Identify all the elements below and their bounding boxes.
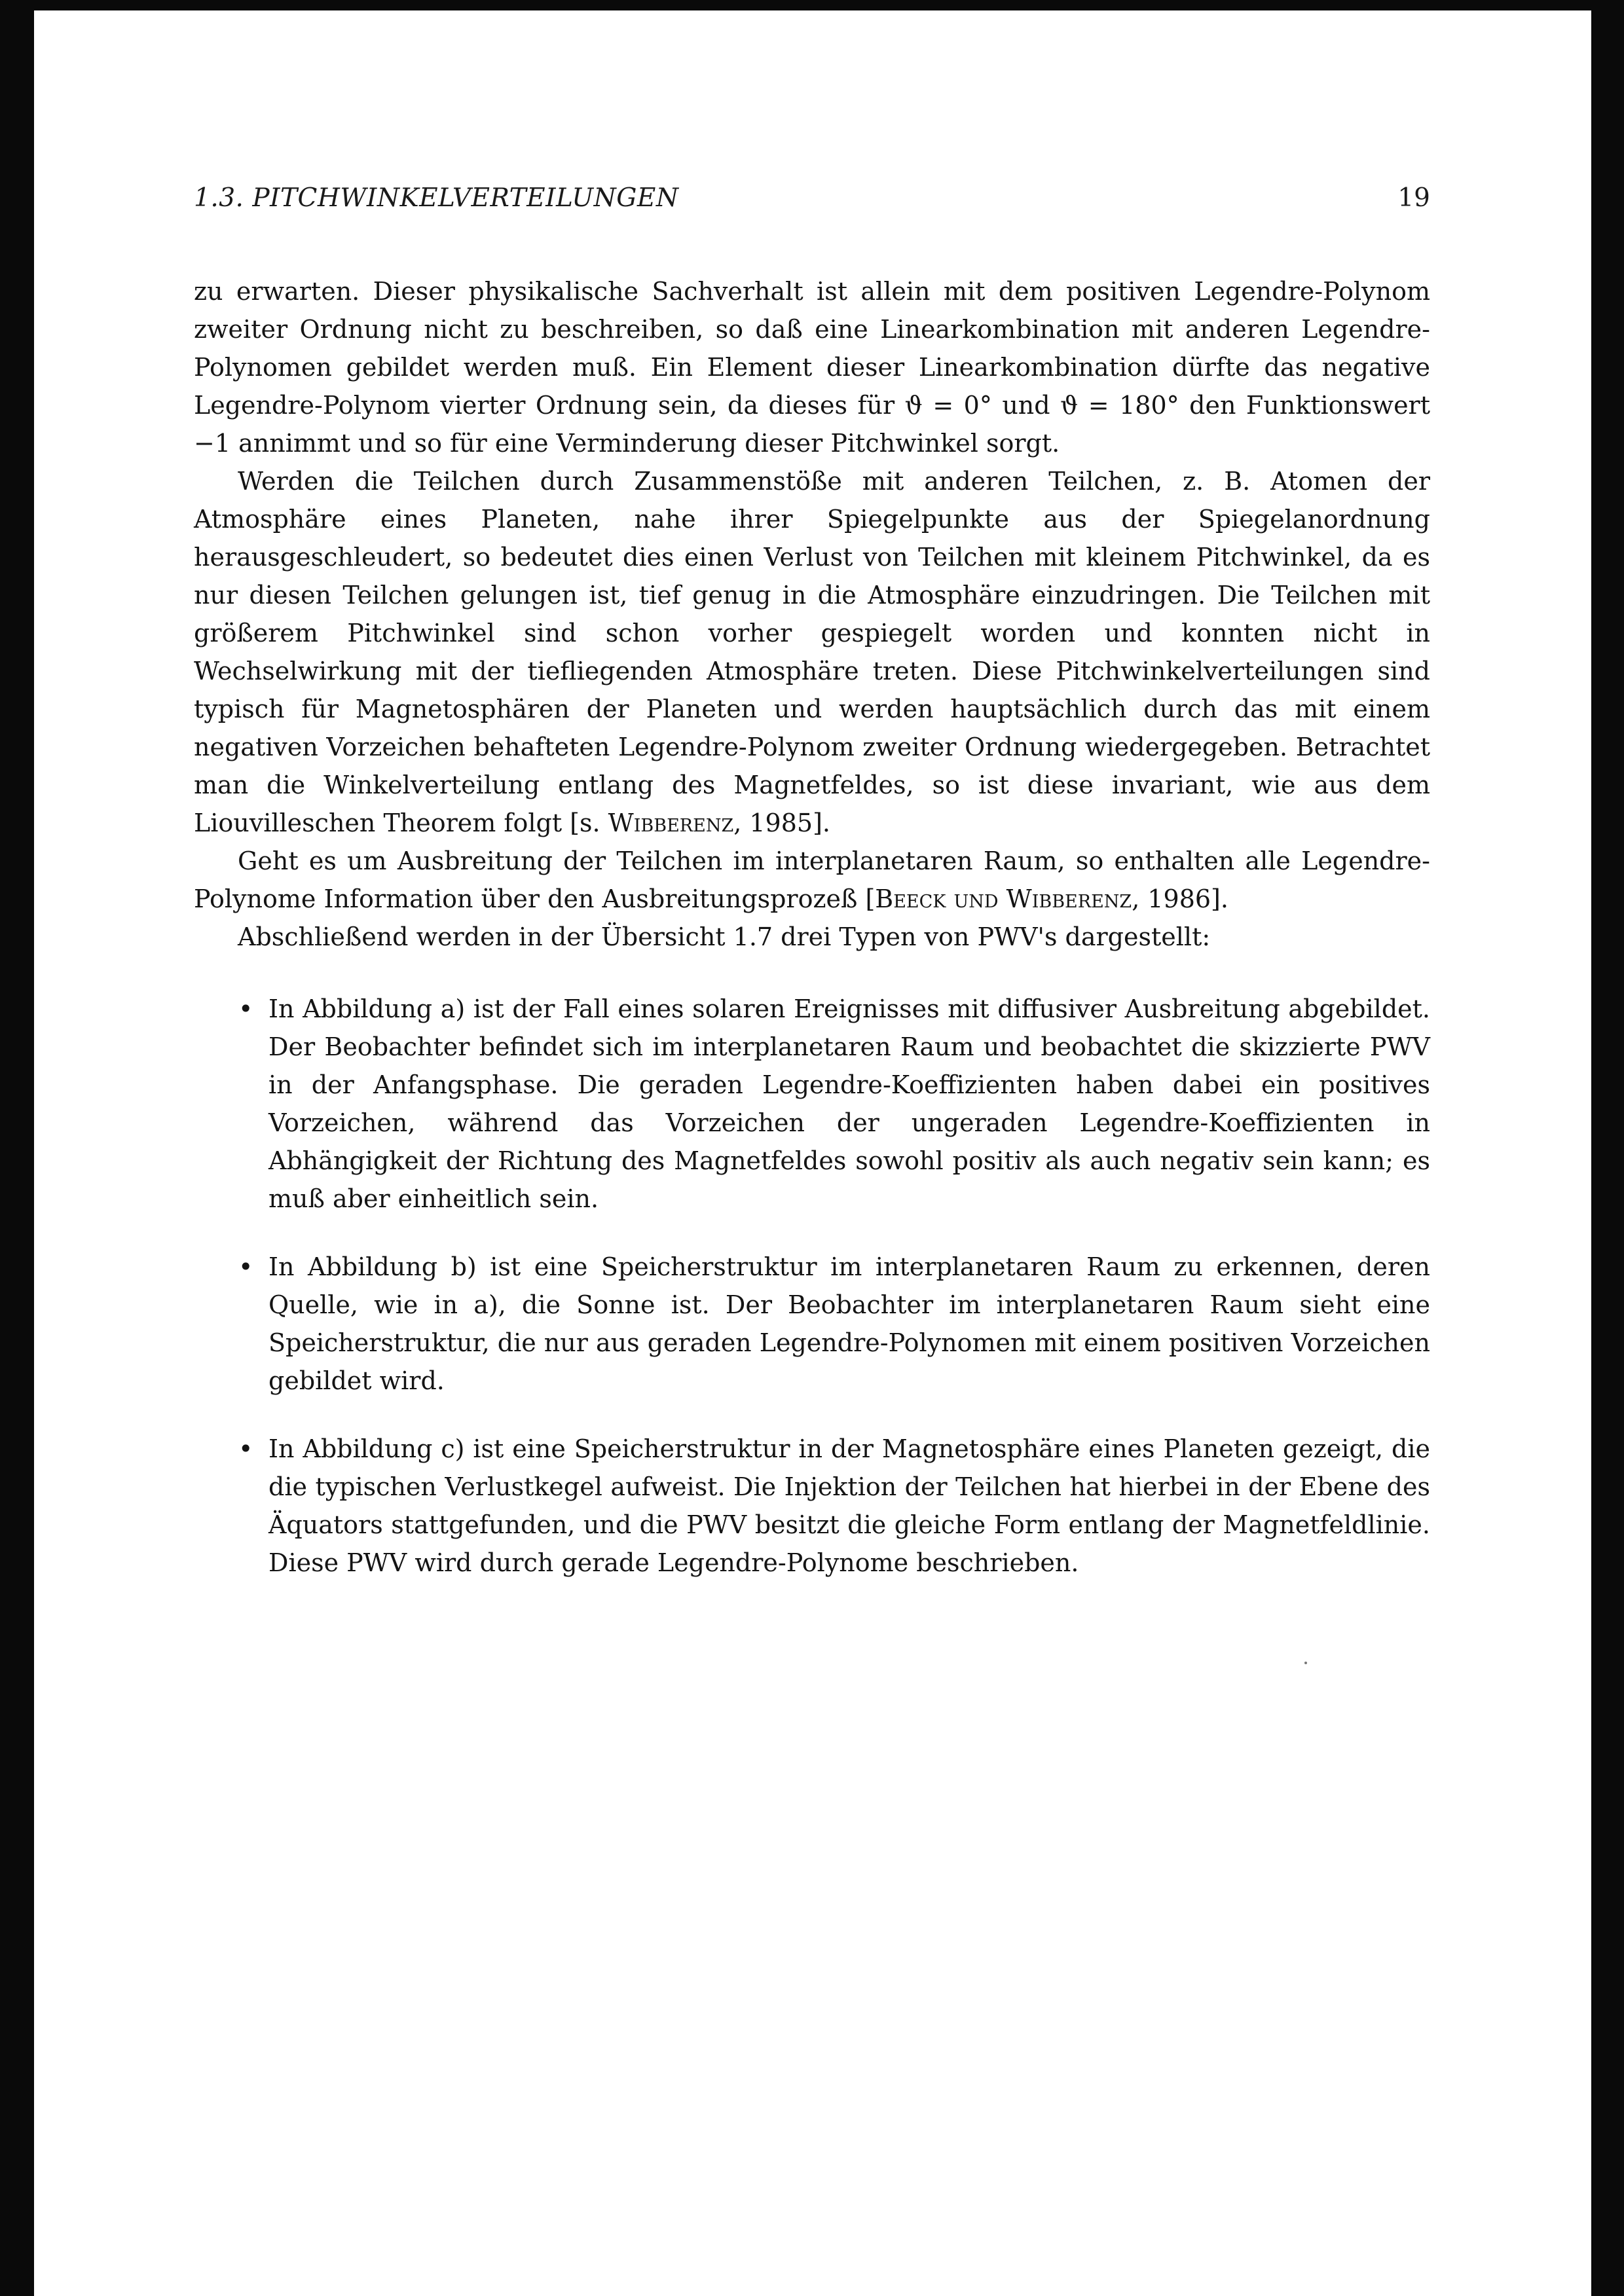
page-number: 19: [1397, 183, 1430, 213]
page: [34, 10, 1591, 2296]
list-item-text: In Abbildung a) ist der Fall eines solaren Ereignisses mit diffusiver Ausbreitung abgebildet. Der Beobachter befindet sich im interplanetaren Raum und beobachtet die skizzierte PWV in der Anfangsphase. Die geraden Legendre-Koeffizienten haben dabei ein positives Vorzeichen, während das Vorzeichen der ungeraden Legendre-Koeffizienten in Abhängigkeit der Richtung des Magnetfeldes sowohl positiv als auch negativ sein kann; es muß aber einheitlich sein.: [268, 994, 1430, 1213]
bullet-list: [194, 990, 1430, 1582]
citation-wibberenz: Wibberenz: [608, 809, 734, 837]
paragraph-3: [194, 842, 1430, 918]
bullet-icon: •: [238, 1252, 253, 1281]
body-text: [194, 272, 1430, 1612]
list-item: [194, 1248, 1430, 1400]
paragraph-3-end: , 1986].: [1132, 884, 1228, 913]
list-item: [194, 990, 1430, 1218]
paragraph-1: zu erwarten. Dieser physikalische Sachverhalt ist allein mit dem positiven Legendre-Polynom zweiter Ordnung nicht zu beschreiben, so daß eine Linearkombination mit anderen Legendre-Polynomen gebildet werden muß. Ein Element dieser Linearkombination dürfte das negative Legendre-Polynom vierter Ordnung sein, da dieses für ϑ = 0° und ϑ = 180° den Funktionswert −1 annimmt und so für eine Verminderung dieser Pitchwinkel sorgt.: [194, 277, 1430, 458]
paragraph-3-text: Geht es um Ausbreitung der Teilchen im interplanetaren Raum, so enthalten alle Legendre-Polynome Information über den Ausbreitungsprozeß [: [194, 847, 1430, 913]
list-item-text: In Abbildung b) ist eine Speicherstruktur im interplanetaren Raum zu erkennen, deren Quelle, wie in a), die Sonne ist. Der Beobachter im interplanetaren Raum sieht eine Speicherstruktur, die nur aus geraden Legendre-Polynomen mit einem positiven Vorzeichen gebildet wird.: [268, 1252, 1430, 1395]
paragraph-4: Abschließend werden in der Übersicht 1.7 drei Typen von PWV's dargestellt:: [238, 922, 1211, 951]
paragraph-2: [194, 462, 1430, 842]
list-item-text: In Abbildung c) ist eine Speicherstruktur in der Magnetosphäre eines Planeten gezeigt, die die typischen Verlustkegel aufweist. Die Injektion der Teilchen hat hierbei in der Ebene des Äquators stattgefunden, und die PWV besitzt die gleiche Form entlang der Magnetfeldlinie. Diese PWV wird durch gerade Legendre-Polynome beschrieben.: [268, 1434, 1430, 1577]
paragraph-2-text: Werden die Teilchen durch Zusammenstöße mit anderen Teilchen, z. B. Atomen der Atmosphäre eines Planeten, nahe ihrer Spiegelpunkte aus der Spiegelanordnung herausgeschleudert, so bedeutet dies einen Verlust von Teilchen mit kleinem Pitchwinkel, da es nur diesen Teilchen gelungen ist, tief genug in die Atmosphäre einzudringen. Die Teilchen mit größerem Pitchwinkel sind schon vorher gespiegelt worden und konnten nicht in Wechselwirkung mit der tiefliegenden Atmosphäre treten. Diese Pitchwinkelverteilungen sind typisch für Magnetosphären der Planeten und werden hauptsächlich durch das mit einem negativen Vorzeichen behafteten Legendre-Polynom zweiter Ordnung wiedergegeben. Betrachtet man die Winkelverteilung entlang des Magnetfeldes, so ist diese invariant, wie aus dem Liouvilleschen Theorem folgt [s.: [194, 467, 1430, 837]
section-title: 1.3. PITCHWINKELVERTEILUNGEN: [194, 183, 679, 213]
list-item: [194, 1430, 1430, 1582]
running-header: [194, 170, 1430, 223]
citation-beeck-wibberenz: Beeck und Wibberenz: [875, 884, 1132, 913]
bullet-icon: •: [238, 994, 253, 1023]
paragraph-2-end: , 1985].: [733, 809, 830, 837]
bullet-icon: •: [238, 1434, 253, 1463]
scan-speck: [1304, 1662, 1307, 1664]
